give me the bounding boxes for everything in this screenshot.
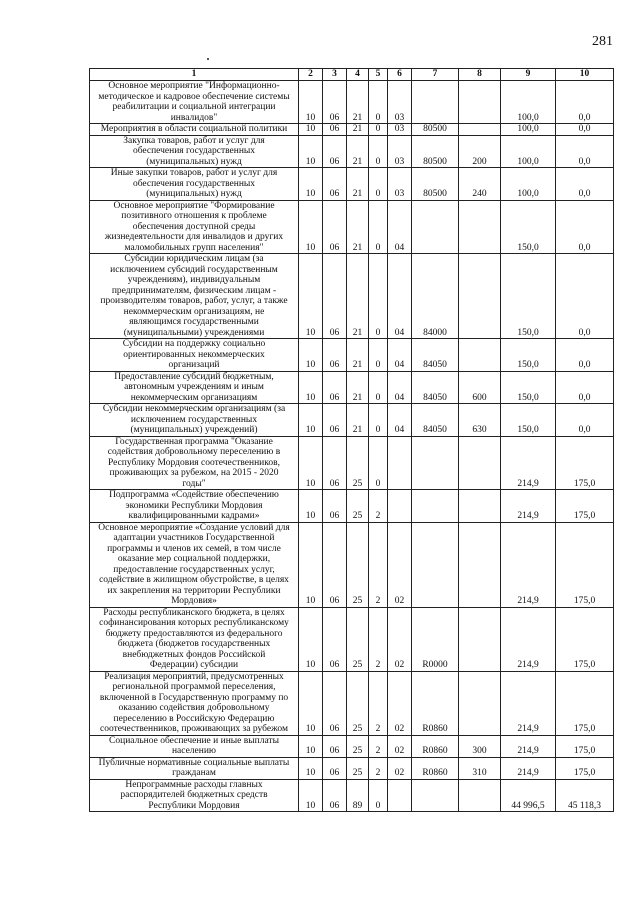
table-row xyxy=(90,757,614,779)
expense-type-cell xyxy=(459,254,501,339)
program-cell: 21 xyxy=(347,339,369,372)
subsection-cell: 06 xyxy=(323,81,347,124)
amount-2019-cell: 214,9 xyxy=(501,607,556,671)
amount-2019-cell: 214,9 xyxy=(501,671,556,735)
subsection-cell: 06 xyxy=(323,671,347,735)
program-cell: 25 xyxy=(347,671,369,735)
table-row xyxy=(90,671,614,735)
event-cell: 04 xyxy=(388,200,412,254)
event-cell: 03 xyxy=(388,124,412,136)
program-cell: 25 xyxy=(347,436,369,490)
event-cell: 04 xyxy=(388,371,412,404)
amount-2019-cell: 100,0 xyxy=(501,81,556,124)
row-name-cell: Субсидии юридическим лицам (за исключением субсидий государственным учреждениям), индивидуальным предпринимателям, физическим лицам - производителям товаров, работ, услуг, а также некоммерческим организациям, не являющимся государственными (муниципальными) учреждениями xyxy=(90,254,299,339)
row-name-cell: Государственная программа "Оказание содействия добровольному переселению в Республику Мордовия соотечественников, проживающих за рубежом, на 2015 - 2020 годы" xyxy=(90,436,299,490)
subprogram-cell: 0 xyxy=(369,436,388,490)
table-row xyxy=(90,81,614,124)
direction-cell xyxy=(412,779,459,812)
program-cell: 25 xyxy=(347,607,369,671)
event-cell: 03 xyxy=(388,168,412,201)
subprogram-cell: 0 xyxy=(369,371,388,404)
budget-table xyxy=(89,68,614,812)
section-cell: 10 xyxy=(299,735,323,757)
column-header: 8 xyxy=(459,69,501,81)
section-cell: 10 xyxy=(299,490,323,523)
event-cell: 03 xyxy=(388,81,412,124)
amount-2020-cell: 175,0 xyxy=(556,735,614,757)
column-header: 3 xyxy=(323,69,347,81)
direction-cell xyxy=(412,436,459,490)
section-cell: 10 xyxy=(299,671,323,735)
event-cell: 02 xyxy=(388,671,412,735)
amount-2019-cell: 100,0 xyxy=(501,124,556,136)
program-cell: 21 xyxy=(347,200,369,254)
program-cell: 25 xyxy=(347,522,369,607)
section-cell: 10 xyxy=(299,168,323,201)
section-cell: 10 xyxy=(299,339,323,372)
section-cell: 10 xyxy=(299,404,323,437)
expense-type-cell: 600 xyxy=(459,371,501,404)
amount-2019-cell: 44 996,5 xyxy=(501,779,556,812)
row-name-cell: Социальное обеспечение и иные выплаты населению xyxy=(90,735,299,757)
amount-2019-cell: 150,0 xyxy=(501,339,556,372)
direction-cell: R0860 xyxy=(412,757,459,779)
program-cell: 25 xyxy=(347,757,369,779)
section-cell: 10 xyxy=(299,371,323,404)
expense-type-cell: 300 xyxy=(459,735,501,757)
amount-2020-cell: 0,0 xyxy=(556,135,614,168)
amount-2019-cell: 100,0 xyxy=(501,168,556,201)
amount-2020-cell: 0,0 xyxy=(556,371,614,404)
section-cell: 10 xyxy=(299,124,323,136)
row-name-cell: Субсидии некоммерческим организациям (за исключением государственных (муниципальных) учреждений) xyxy=(90,404,299,437)
amount-2020-cell: 45 118,3 xyxy=(556,779,614,812)
column-header: 2 xyxy=(299,69,323,81)
subprogram-cell: 0 xyxy=(369,254,388,339)
event-cell: 04 xyxy=(388,339,412,372)
amount-2019-cell: 150,0 xyxy=(501,200,556,254)
table-row xyxy=(90,371,614,404)
subprogram-cell: 2 xyxy=(369,671,388,735)
event-cell: 03 xyxy=(388,135,412,168)
table-row xyxy=(90,339,614,372)
program-cell: 21 xyxy=(347,371,369,404)
event-cell: 02 xyxy=(388,757,412,779)
amount-2019-cell: 214,9 xyxy=(501,436,556,490)
program-cell: 21 xyxy=(347,135,369,168)
column-header: 6 xyxy=(388,69,412,81)
subprogram-cell: 0 xyxy=(369,81,388,124)
table-row xyxy=(90,135,614,168)
amount-2020-cell: 0,0 xyxy=(556,254,614,339)
table-row xyxy=(90,200,614,254)
section-cell: 10 xyxy=(299,757,323,779)
subsection-cell: 06 xyxy=(323,254,347,339)
program-cell: 25 xyxy=(347,490,369,523)
section-cell: 10 xyxy=(299,81,323,124)
amount-2020-cell: 175,0 xyxy=(556,490,614,523)
subsection-cell: 06 xyxy=(323,779,347,812)
expense-type-cell xyxy=(459,81,501,124)
direction-cell: 80500 xyxy=(412,135,459,168)
expense-type-cell: 630 xyxy=(459,404,501,437)
program-cell: 21 xyxy=(347,404,369,437)
event-cell: 02 xyxy=(388,607,412,671)
event-cell xyxy=(388,490,412,523)
subsection-cell: 06 xyxy=(323,757,347,779)
direction-cell xyxy=(412,200,459,254)
direction-cell: R0000 xyxy=(412,607,459,671)
column-header: 10 xyxy=(556,69,614,81)
program-cell: 21 xyxy=(347,81,369,124)
subsection-cell: 06 xyxy=(323,404,347,437)
section-cell: 10 xyxy=(299,436,323,490)
amount-2020-cell: 0,0 xyxy=(556,124,614,136)
amount-2019-cell: 150,0 xyxy=(501,371,556,404)
amount-2019-cell: 214,9 xyxy=(501,490,556,523)
direction-cell: 80500 xyxy=(412,168,459,201)
direction-cell: 84050 xyxy=(412,404,459,437)
table-row xyxy=(90,735,614,757)
column-header: 9 xyxy=(501,69,556,81)
amount-2019-cell: 214,9 xyxy=(501,757,556,779)
amount-2019-cell: 214,9 xyxy=(501,522,556,607)
amount-2020-cell: 175,0 xyxy=(556,671,614,735)
table-row xyxy=(90,490,614,523)
direction-cell: 84050 xyxy=(412,371,459,404)
section-cell: 10 xyxy=(299,135,323,168)
table-row xyxy=(90,779,614,812)
subprogram-cell: 0 xyxy=(369,339,388,372)
subsection-cell: 06 xyxy=(323,490,347,523)
amount-2019-cell: 100,0 xyxy=(501,135,556,168)
table-row xyxy=(90,124,614,136)
table-row xyxy=(90,404,614,437)
section-cell: 10 xyxy=(299,254,323,339)
event-cell: 02 xyxy=(388,735,412,757)
row-name-cell: Расходы республиканского бюджета, в целях софинансирования которых республиканскому бюджету предоставляются из федерального бюджета (бюджетов государственных внебюджетных фондов Российской Федерации) субсидии xyxy=(90,607,299,671)
program-cell: 21 xyxy=(347,168,369,201)
scan-speck xyxy=(207,58,209,60)
section-cell: 10 xyxy=(299,200,323,254)
row-name-cell: Основное мероприятие «Создание условий для адаптации участников Государственной программы и членов их семей, в том числе оказание мер социальной поддержки, предоставление государственных услуг, содействие в жилищном обустройстве, в целях их закрепления на территории Республики Мордовия» xyxy=(90,522,299,607)
column-header: 5 xyxy=(369,69,388,81)
expense-type-cell: 240 xyxy=(459,168,501,201)
column-header: 4 xyxy=(347,69,369,81)
expense-type-cell xyxy=(459,339,501,372)
event-cell: 04 xyxy=(388,404,412,437)
row-name-cell: Основное мероприятие "Информационно- методическое и кадровое обеспечение системы реабилитации и социальной интеграции инвалидов" xyxy=(90,81,299,124)
expense-type-cell xyxy=(459,200,501,254)
event-cell: 02 xyxy=(388,522,412,607)
subprogram-cell: 0 xyxy=(369,124,388,136)
subsection-cell: 06 xyxy=(323,371,347,404)
table-row xyxy=(90,436,614,490)
amount-2020-cell: 0,0 xyxy=(556,404,614,437)
expense-type-cell xyxy=(459,671,501,735)
row-name-cell: Подпрограмма «Содействие обеспечению экономики Республики Мордовия квалифицированными кадрами» xyxy=(90,490,299,523)
table-body xyxy=(90,81,614,812)
expense-type-cell xyxy=(459,779,501,812)
subprogram-cell: 0 xyxy=(369,200,388,254)
subsection-cell: 06 xyxy=(323,135,347,168)
expense-type-cell: 200 xyxy=(459,135,501,168)
direction-cell xyxy=(412,490,459,523)
row-name-cell: Мероприятия в области социальной политики xyxy=(90,124,299,136)
header-row xyxy=(90,69,614,81)
row-name-cell: Реализация мероприятий, предусмотренных региональной программой переселения, включенной в Государственную программу по оказанию содействия добровольному переселению в Российскую Федерацию соотечественников, проживающих за рубежом xyxy=(90,671,299,735)
event-cell xyxy=(388,436,412,490)
row-name-cell: Закупка товаров, работ и услуг для обеспечения государственных (муниципальных) нужд xyxy=(90,135,299,168)
subprogram-cell: 0 xyxy=(369,135,388,168)
amount-2020-cell: 0,0 xyxy=(556,339,614,372)
event-cell xyxy=(388,779,412,812)
direction-cell xyxy=(412,522,459,607)
program-cell: 25 xyxy=(347,735,369,757)
column-header: 1 xyxy=(90,69,299,81)
row-name-cell: Публичные нормативные социальные выплаты гражданам xyxy=(90,757,299,779)
amount-2020-cell: 0,0 xyxy=(556,168,614,201)
subsection-cell: 06 xyxy=(323,522,347,607)
subprogram-cell: 0 xyxy=(369,779,388,812)
subprogram-cell: 0 xyxy=(369,168,388,201)
expense-type-cell xyxy=(459,490,501,523)
expense-type-cell xyxy=(459,607,501,671)
table-row xyxy=(90,254,614,339)
row-name-cell: Основное мероприятие "Формирование позитивного отношения к проблеме обеспечения доступной среды жизнедеятельности для инвалидов и других маломобильных групп населения" xyxy=(90,200,299,254)
amount-2019-cell: 214,9 xyxy=(501,735,556,757)
amount-2019-cell: 150,0 xyxy=(501,254,556,339)
section-cell: 10 xyxy=(299,779,323,812)
expense-type-cell xyxy=(459,124,501,136)
direction-cell: 84050 xyxy=(412,339,459,372)
amount-2020-cell: 0,0 xyxy=(556,200,614,254)
section-cell: 10 xyxy=(299,607,323,671)
direction-cell xyxy=(412,81,459,124)
subsection-cell: 06 xyxy=(323,735,347,757)
row-name-cell: Субсидии на поддержку социально ориентированных некоммерческих организаций xyxy=(90,339,299,372)
table-row xyxy=(90,168,614,201)
expense-type-cell xyxy=(459,522,501,607)
subprogram-cell: 2 xyxy=(369,735,388,757)
subsection-cell: 06 xyxy=(323,168,347,201)
program-cell: 21 xyxy=(347,254,369,339)
subsection-cell: 06 xyxy=(323,339,347,372)
amount-2020-cell: 175,0 xyxy=(556,757,614,779)
program-cell: 21 xyxy=(347,124,369,136)
table-row xyxy=(90,607,614,671)
subsection-cell: 06 xyxy=(323,436,347,490)
expense-type-cell: 310 xyxy=(459,757,501,779)
page-number: 281 xyxy=(592,34,613,49)
row-name-cell: Иные закупки товаров, работ и услуг для обеспечения государственных (муниципальных) нужд xyxy=(90,168,299,201)
row-name-cell: Непрограммные расходы главных распорядителей бюджетных средств Республики Мордовия xyxy=(90,779,299,812)
amount-2020-cell: 175,0 xyxy=(556,436,614,490)
subprogram-cell: 0 xyxy=(369,404,388,437)
column-header: 7 xyxy=(412,69,459,81)
amount-2020-cell: 0,0 xyxy=(556,81,614,124)
subprogram-cell: 2 xyxy=(369,607,388,671)
direction-cell: R0860 xyxy=(412,671,459,735)
subprogram-cell: 2 xyxy=(369,757,388,779)
subprogram-cell: 2 xyxy=(369,522,388,607)
direction-cell: 80500 xyxy=(412,124,459,136)
event-cell: 04 xyxy=(388,254,412,339)
amount-2020-cell: 175,0 xyxy=(556,522,614,607)
subsection-cell: 06 xyxy=(323,607,347,671)
program-cell: 89 xyxy=(347,779,369,812)
direction-cell: R0860 xyxy=(412,735,459,757)
amount-2020-cell: 175,0 xyxy=(556,607,614,671)
table-row xyxy=(90,522,614,607)
expense-type-cell xyxy=(459,436,501,490)
subsection-cell: 06 xyxy=(323,124,347,136)
amount-2019-cell: 150,0 xyxy=(501,404,556,437)
subsection-cell: 06 xyxy=(323,200,347,254)
row-name-cell: Предоставление субсидий бюджетным, автономным учреждениям и иным некоммерческим организациям xyxy=(90,371,299,404)
section-cell: 10 xyxy=(299,522,323,607)
direction-cell: 84000 xyxy=(412,254,459,339)
subprogram-cell: 2 xyxy=(369,490,388,523)
